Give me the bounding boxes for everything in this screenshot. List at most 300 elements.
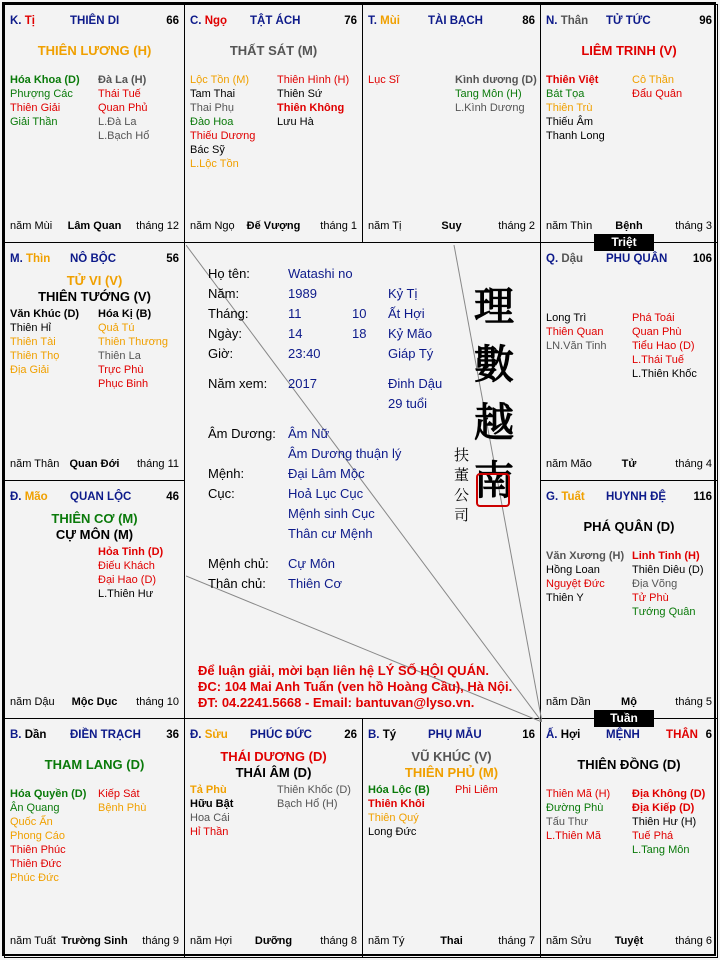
am-duong-value: Âm Nữ	[288, 426, 330, 441]
ngay-am-value: 18	[352, 326, 367, 341]
menh-chu-value: Cự Môn	[288, 556, 335, 571]
palace-stem: N.	[546, 15, 558, 27]
palace-stem: M.	[10, 253, 23, 265]
palace-year: năm Sửu	[546, 935, 592, 947]
minor-stars-right	[98, 787, 146, 815]
palace-age-number: 66	[166, 15, 179, 27]
palace-phase: Đế Vượng	[246, 220, 301, 232]
star-item: Đà La (H)	[98, 74, 147, 86]
star-item: Hóa Lộc (B)	[368, 784, 430, 796]
star-item: Tả Phù	[190, 784, 227, 796]
star-item: Thiên Tài	[10, 336, 56, 348]
minor-stars-right	[632, 549, 704, 619]
star-item: Thiên Thương	[98, 336, 169, 348]
nam-xem-label: Năm xem:	[208, 376, 268, 391]
palace-month: tháng 4	[675, 458, 712, 470]
star-item: Kình dương (D)	[455, 74, 537, 86]
ngay-label: Ngày:	[208, 326, 242, 341]
minor-stars-right	[632, 787, 705, 857]
palace-header	[10, 15, 179, 31]
palace-branch	[546, 491, 585, 503]
palace-branch	[10, 253, 50, 265]
palace-name: ĐIỀN TRẠCH	[70, 729, 141, 741]
star-item: Đào Hoa	[190, 116, 234, 128]
star-item: Thiếu Âm	[546, 116, 594, 128]
palace-month: tháng 11	[136, 458, 179, 470]
star-item: Cô Thần	[632, 74, 674, 86]
star-item: Linh Tinh (H)	[632, 550, 700, 562]
palace-month: tháng 7	[498, 935, 535, 947]
palace-age-number: 96	[699, 15, 712, 27]
star-item: Thiên Việt	[546, 74, 599, 86]
palace-cell-dan	[4, 718, 185, 958]
star-item: Quan Phù	[632, 326, 682, 338]
star-item: Bát Tọa	[546, 88, 585, 100]
palace-age-number: 36	[166, 729, 179, 741]
palace-stem: G.	[546, 491, 559, 503]
palace-stem: K.	[10, 15, 22, 27]
palace-cell-tuat	[540, 480, 718, 719]
star-item: Tử Phù	[632, 592, 669, 604]
palace-footer	[546, 696, 712, 710]
palace-cell-ty	[362, 718, 541, 958]
nam-label: Năm:	[208, 286, 240, 301]
star-item: Địa Không (D)	[632, 788, 706, 800]
palace-month: tháng 5	[675, 696, 712, 708]
palace-age-number: 6	[705, 729, 712, 741]
palace-footer	[368, 220, 535, 234]
star-item: Bạch Hổ (H)	[277, 798, 338, 810]
major-star: THÁI DƯƠNG (D)	[220, 749, 327, 764]
thang-am-value: 10	[352, 306, 367, 321]
ho-ten-value: Watashi no	[288, 266, 353, 281]
palace-footer	[10, 935, 179, 949]
star-item: L.Kình Dương	[455, 102, 525, 114]
palace-cell-ti	[4, 4, 185, 243]
palace-branch-name: Thìn	[25, 253, 51, 265]
major-star: VŨ KHÚC (V)	[411, 749, 492, 764]
star-item: Thanh Long	[546, 130, 605, 142]
star-item: Lộc Tồn (M)	[190, 74, 250, 86]
am-duong-label: Âm Dương:	[208, 426, 276, 441]
minor-stars-right	[455, 73, 537, 115]
star-item: Hữu Bật	[190, 798, 234, 810]
palace-footer	[546, 220, 712, 234]
palace-name: TÀI BẠCH	[428, 15, 483, 27]
cuc-label: Cục:	[208, 486, 235, 501]
palace-cell-suu	[184, 718, 363, 958]
major-star: THIÊN ĐỒNG (D)	[577, 757, 681, 772]
palace-cell-dau	[540, 242, 718, 481]
star-item: Hỏa Tinh (D)	[98, 546, 164, 558]
palace-branch-name: Dậu	[561, 253, 584, 265]
palace-name: HUYNH ĐỆ	[606, 491, 667, 503]
nam-xem-can-chi: Đinh Dậu	[388, 376, 443, 391]
star-item: Tướng Quân	[632, 606, 696, 618]
palace-header	[546, 491, 712, 507]
star-item: Địa Kiếp (D)	[632, 802, 695, 814]
star-item: Địa Võng	[632, 578, 678, 590]
palace-year: năm Ngọ	[190, 220, 235, 232]
cuc-note-1: Mệnh sinh Cục	[288, 506, 375, 521]
palace-month: tháng 1	[320, 220, 357, 232]
palace-footer	[190, 935, 357, 949]
star-item: Thiên Khốc (D)	[277, 784, 351, 796]
palace-year: năm Mùi	[10, 220, 53, 232]
star-item: Thiên Khôi	[368, 798, 425, 810]
nam-can-chi: Kỷ Tị	[388, 286, 418, 301]
star-item: Phá Toái	[632, 312, 675, 324]
star-item: Phúc Đức	[10, 872, 59, 884]
star-item: Tuế Phá	[632, 830, 674, 842]
palace-footer	[546, 935, 712, 949]
cuc-note-2: Thân cư Mệnh	[288, 526, 373, 541]
than-marker: THÂN	[666, 729, 698, 741]
major-star: THẤT SÁT (M)	[229, 43, 318, 58]
palace-age-number: 46	[166, 491, 179, 503]
palace-stem: B.	[368, 729, 380, 741]
palace-branch	[546, 15, 588, 27]
palace-branch-name: Mão	[24, 491, 48, 503]
star-item: Tang Môn (H)	[455, 88, 522, 100]
palace-phase: Mộc Dục	[71, 696, 118, 708]
palace-name: TẬT ÁCH	[250, 15, 301, 27]
star-item: Phi Liêm	[455, 784, 498, 796]
star-item: Trực Phù	[98, 364, 144, 376]
star-item: Hồng Loan	[546, 564, 600, 576]
palace-branch-name: Tị	[24, 15, 35, 27]
palace-branch	[10, 15, 35, 27]
palace-phase: Bệnh	[615, 220, 643, 232]
ngay-can-chi: Kỷ Mão	[388, 326, 433, 341]
star-item: Văn Khúc (D)	[10, 308, 80, 320]
minor-stars-left	[546, 73, 605, 143]
palace-month: tháng 8	[320, 935, 357, 947]
minor-stars-left	[546, 787, 610, 843]
palace-header	[546, 729, 712, 745]
triet-tag: Triệt	[594, 234, 654, 251]
palace-branch-name: Mùi	[380, 15, 400, 27]
palace-header	[368, 15, 535, 31]
star-item: L.Thiên Hư	[98, 588, 154, 600]
star-item: Tiểu Hao (D)	[632, 340, 695, 352]
palace-branch	[10, 491, 48, 503]
palace-name: NÔ BỘC	[70, 253, 116, 265]
star-item: Thiên Mã (H)	[546, 788, 611, 800]
star-item: Bệnh Phù	[98, 802, 147, 814]
palace-name: PHU QUÂN	[606, 253, 668, 265]
palace-year: năm Tị	[368, 220, 402, 232]
menh-label: Mệnh:	[208, 466, 245, 481]
palace-age-number: 26	[344, 729, 357, 741]
major-star: THÁI ÂM (D)	[235, 765, 312, 780]
star-item: L.Lộc Tồn	[190, 158, 239, 170]
palace-stem: Ấ.	[546, 729, 558, 741]
palace-phase: Quan Đới	[69, 458, 120, 470]
thang-value: 11	[288, 306, 302, 321]
palace-branch	[546, 253, 583, 265]
seal-char-1: 理	[474, 283, 514, 330]
star-item: Thiên Sứ	[277, 88, 323, 100]
major-star: THIÊN PHỦ (M)	[404, 765, 499, 780]
tuan-tag: Tuần	[594, 710, 654, 727]
minor-stars-left	[10, 307, 79, 377]
star-item: Hóa Khoa (D)	[10, 74, 80, 86]
palace-branch	[10, 729, 46, 741]
ngay-value: 14	[288, 326, 303, 341]
palace-month: tháng 2	[498, 220, 535, 232]
palace-branch	[368, 729, 396, 741]
star-item: Văn Xương (H)	[546, 550, 625, 562]
palace-branch-name: Ngọ	[204, 15, 228, 27]
minor-stars-right	[98, 545, 163, 601]
star-item: Thiên Thọ	[10, 350, 60, 362]
star-item: Điếu Khách	[98, 560, 155, 572]
star-item: Thiên La	[98, 350, 141, 362]
palace-month: tháng 6	[675, 935, 712, 947]
star-item: Lưu Hà	[277, 116, 314, 128]
palace-year: năm Tuất	[10, 935, 56, 947]
palace-stem: B.	[10, 729, 22, 741]
major-star: CỰ MÔN (M)	[55, 527, 134, 542]
minor-stars-right	[277, 783, 351, 811]
minor-stars-left	[190, 783, 233, 839]
gio-label: Giờ:	[208, 346, 234, 361]
palace-branch-name: Hợi	[560, 729, 581, 741]
gio-can-chi: Giáp Tý	[388, 346, 434, 361]
palace-stem: Q.	[546, 253, 559, 265]
star-item: Thiên Giải	[10, 102, 61, 114]
major-star: THIÊN CƠ (M)	[51, 511, 138, 526]
star-item: Thiên Hình (H)	[277, 74, 350, 86]
palace-footer	[10, 696, 179, 710]
star-item: Thiên Không	[277, 102, 345, 114]
star-item: Thiên Hư (H)	[632, 816, 697, 828]
minor-stars-right	[98, 73, 149, 143]
palace-stem: Đ.	[10, 491, 22, 503]
seal-char-2: 數	[474, 341, 514, 388]
minor-stars-right	[455, 783, 498, 797]
major-star: THAM LANG (D)	[44, 757, 145, 772]
minor-stars-left	[190, 73, 255, 171]
palace-stem: Đ.	[190, 729, 202, 741]
nam-value: 1989	[288, 286, 317, 301]
palace-header	[368, 729, 535, 745]
notice-line-1: Để luận giải, mời bạn liên hệ LÝ SỐ HỘI QUÁN.	[198, 663, 489, 678]
nam-xem-value: 2017	[288, 376, 317, 391]
palace-cell-ngo	[184, 4, 363, 243]
palace-branch	[190, 729, 228, 741]
palace-age-number: 106	[692, 253, 712, 265]
seal-char-4: 南	[474, 457, 514, 504]
palace-phase: Tuyệt	[614, 935, 644, 947]
palace-header	[190, 15, 357, 31]
palace-phase: Lâm Quan	[67, 220, 122, 232]
star-item: Thiên Đức	[10, 858, 62, 870]
star-item: Thiên Hỉ	[10, 322, 51, 334]
palace-month: tháng 9	[142, 935, 179, 947]
ho-ten-label: Họ tên:	[208, 266, 250, 281]
palace-year: năm Thìn	[546, 220, 593, 232]
palace-month: tháng 12	[136, 220, 179, 232]
thang-label: Tháng:	[208, 306, 249, 321]
major-star: TỬ VI (V)	[66, 273, 123, 288]
star-item: Đẩu Quân	[632, 88, 683, 100]
star-item: Thiên Quan	[546, 326, 604, 338]
star-item: Hỉ Thần	[190, 826, 229, 838]
star-item: L.Bạch Hổ	[98, 130, 150, 142]
palace-year: năm Tý	[368, 935, 405, 947]
palace-age-number: 16	[522, 729, 535, 741]
palace-cell-thin	[4, 242, 185, 481]
minor-stars-left	[368, 783, 430, 839]
palace-header	[190, 729, 357, 745]
palace-footer	[10, 458, 179, 472]
palace-name: PHÚC ĐỨC	[250, 729, 312, 741]
palace-phase: Tử	[621, 458, 637, 470]
minor-stars-right	[632, 311, 697, 381]
notice-line-3: ĐT: 04.2241.5668 - Email: bantuvan@lyso.vn.	[198, 695, 475, 710]
menh-chu-label: Mệnh chủ:	[208, 556, 269, 571]
palace-footer	[546, 458, 712, 472]
red-seal-stamp	[476, 473, 510, 507]
star-item: LN.Văn Tinh	[546, 340, 607, 352]
palace-header	[10, 253, 179, 269]
star-item: Giải Thần	[10, 116, 58, 128]
palace-footer	[190, 220, 357, 234]
star-item: Tấu Thư	[546, 816, 589, 828]
palace-year: năm Mão	[546, 458, 592, 470]
palace-stem: T.	[368, 15, 377, 27]
star-item: Thiên Quý	[368, 812, 419, 824]
minor-stars-right	[98, 307, 168, 391]
seal-small-text: 扶董公司	[454, 446, 470, 524]
star-item: Long Đức	[368, 826, 417, 838]
star-item: Quan Phủ	[98, 102, 148, 114]
palace-branch-name: Dần	[24, 729, 47, 741]
am-duong-note: Âm Dương thuận lý	[288, 446, 402, 461]
star-item: L.Thái Tuế	[632, 354, 684, 366]
palace-name: TỬ TỨC	[606, 15, 651, 27]
minor-stars-right	[632, 73, 682, 101]
star-item: Thái Tuế	[98, 88, 141, 100]
star-item: Nguyệt Đức	[546, 578, 605, 590]
star-item: Phục Binh	[98, 378, 149, 390]
palace-header	[10, 491, 179, 507]
star-item: Long Trì	[546, 312, 587, 324]
minor-stars-left	[10, 73, 80, 129]
minor-stars-left	[546, 311, 607, 353]
palace-cell-mao	[4, 480, 185, 719]
palace-branch	[368, 15, 400, 27]
major-star: LIÊM TRINH (V)	[581, 43, 677, 58]
notice-line-2: ĐC: 104 Mai Anh Tuấn (ven hồ Hoàng Cầu), Hà Nội.	[198, 679, 513, 694]
star-item: Thiên Phúc	[10, 844, 66, 856]
palace-branch	[546, 729, 580, 741]
star-item: Thiếu Dương	[190, 130, 256, 142]
palace-footer	[10, 220, 179, 234]
palace-year: năm Thân	[10, 458, 60, 470]
star-item: Thai Phụ	[190, 102, 235, 114]
cuc-value: Hoả Lục Cục	[288, 486, 364, 501]
palace-name: THIÊN DI	[70, 15, 120, 27]
horoscope-chart	[2, 2, 716, 956]
palace-age-number: 86	[522, 15, 535, 27]
star-item: Đường Phù	[546, 802, 604, 814]
palace-phase: Suy	[441, 220, 462, 232]
palace-phase: Trường Sinh	[61, 935, 128, 947]
star-item: Phượng Các	[10, 88, 73, 100]
seal-char-3: 越	[474, 399, 514, 446]
minor-stars-left	[368, 73, 399, 87]
star-item: Hóa Quyền (D)	[10, 788, 87, 800]
palace-phase: Thai	[440, 935, 463, 947]
menh-value: Đại Lâm Mộc	[288, 466, 365, 481]
star-item: Thiên Trù	[546, 102, 593, 114]
major-star: THIÊN TƯỚNG (V)	[38, 289, 151, 304]
palace-phase: Mộ	[621, 696, 637, 708]
palace-age-number: 76	[344, 15, 357, 27]
palace-phase: Dưỡng	[254, 935, 293, 947]
star-item: L.Tang Môn	[632, 844, 690, 856]
palace-name: QUAN LỘC	[70, 491, 132, 503]
tuoi-value: 29 tuổi	[388, 396, 428, 411]
major-star: THIÊN LƯƠNG (H)	[37, 43, 152, 58]
palace-branch-name: Sửu	[204, 729, 228, 741]
minor-stars-right	[277, 73, 349, 129]
palace-month: tháng 3	[675, 220, 712, 232]
palace-stem: C.	[190, 15, 202, 27]
star-item: Ân Quang	[10, 802, 60, 814]
palace-header	[10, 729, 179, 745]
than-chu-label: Thân chủ:	[208, 576, 266, 591]
palace-age-number: 56	[166, 253, 179, 265]
palace-branch-name: Tý	[382, 729, 397, 741]
palace-header	[546, 15, 712, 31]
palace-cell-mui	[362, 4, 541, 243]
star-item: L.Thiên Mã	[546, 830, 602, 842]
thang-can-chi: Ất Hợi	[388, 306, 425, 321]
palace-branch-name: Thân	[560, 15, 589, 27]
palace-year: năm Dậu	[10, 696, 55, 708]
star-item: Đại Hao (D)	[98, 574, 157, 586]
star-item: Lục Sĩ	[368, 74, 400, 86]
star-item: Hóa Kị (B)	[98, 308, 152, 320]
star-item: Phong Cáo	[10, 830, 66, 842]
star-item: Thiên Diêu (D)	[632, 564, 704, 576]
palace-year: năm Hợi	[190, 935, 233, 947]
palace-name: PHỤ MẪU	[428, 729, 482, 741]
star-item: Quả Tú	[98, 322, 135, 334]
palace-month: tháng 10	[136, 696, 179, 708]
minor-stars-left	[10, 787, 86, 885]
major-star: PHÁ QUÂN (D)	[583, 519, 675, 534]
star-item: Địa Giải	[10, 364, 50, 376]
palace-age-number: 116	[693, 491, 712, 503]
palace-cell-hoi	[540, 718, 718, 958]
star-item: Tam Thai	[190, 88, 236, 100]
palace-cell-than	[540, 4, 718, 243]
palace-branch	[190, 15, 227, 27]
star-item: Thiên Y	[546, 592, 584, 604]
star-item: L.Thiên Khốc	[632, 368, 697, 380]
star-item: Hoa Cái	[190, 812, 230, 824]
palace-footer	[368, 935, 535, 949]
star-item: Kiếp Sát	[98, 788, 140, 800]
gio-value: 23:40	[288, 346, 321, 361]
palace-name: MỆNH	[606, 729, 640, 741]
star-item: L.Đà La	[98, 116, 137, 128]
